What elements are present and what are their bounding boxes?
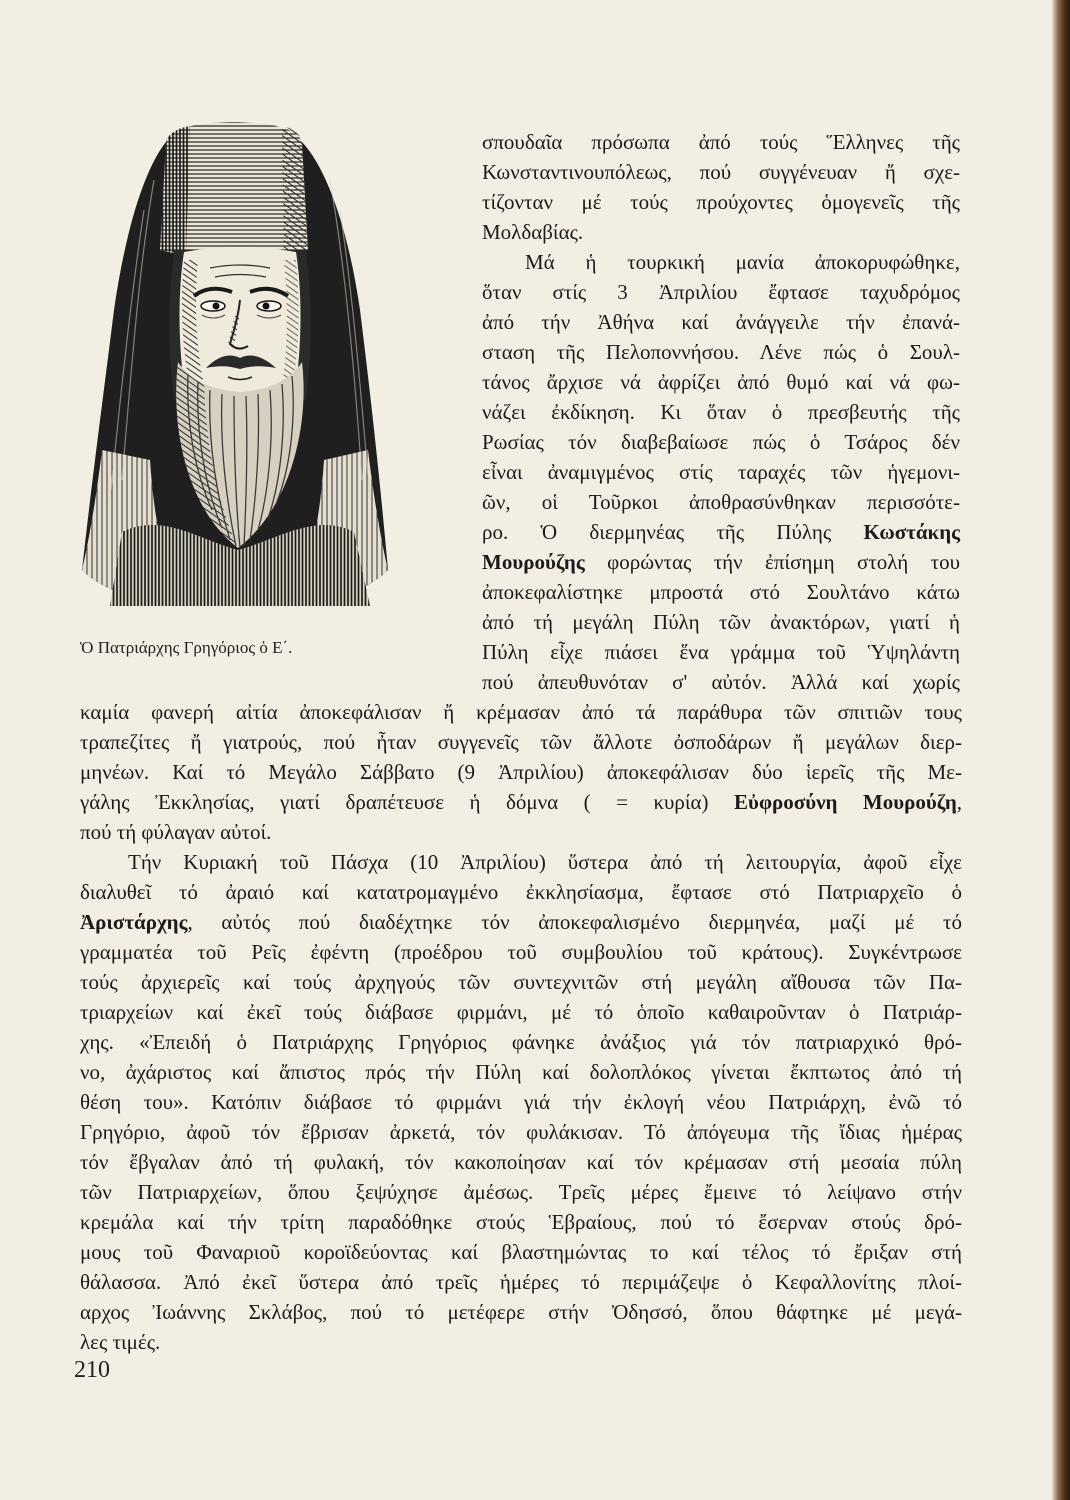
text-line xyxy=(80,757,962,787)
line-text: νάζει ἐκδίκηση. Κι ὅταν ὁ πρεσβευτής τῆς xyxy=(482,400,960,424)
line-text: Πύλη εἶχε πιάσει ἕνα γράμμα τοῦ Ὑψηλάντη xyxy=(482,640,960,664)
text-line xyxy=(482,337,960,367)
text-line xyxy=(80,817,962,847)
text-line xyxy=(80,1177,962,1207)
text-line xyxy=(482,637,960,667)
patriarch-portrait-illustration xyxy=(70,100,400,630)
line-text xyxy=(80,790,962,814)
line-text: σταση τῆς Πελοποννήσου. Λένε πώς ὁ Σουλ- xyxy=(482,340,960,364)
line-text-segment: ρο. Ὁ διερμηνέας τῆς Πύλης xyxy=(482,520,864,544)
text-line xyxy=(80,967,962,997)
bold-name: Μουρούζης xyxy=(482,550,585,574)
line-text: ἀποκεφαλίστηκε μπροστά στό Σουλτάνο κάτω xyxy=(482,580,960,604)
right-text-column xyxy=(482,127,960,697)
text-line xyxy=(482,547,960,577)
line-text: τάνος ἄρχισε νά ἀφρίζει ἀπό θυμό καί νά φω- xyxy=(482,370,960,394)
paragraph-first-line xyxy=(482,247,960,277)
line-text: Γρηγόριο, ἀφοῦ τόν ἔβρισαν ἀρκετά, τόν φυλάκισαν. Τό ἀπόγευμα τῆς ἴδιας ἡμέρας xyxy=(80,1120,962,1144)
text-line xyxy=(482,517,960,547)
text-line xyxy=(80,937,962,967)
line-text-segment: γάλης Ἐκκλησίας, γιατί δραπέτευσε ἡ δόμνα ( = κυρία) xyxy=(80,790,735,814)
text-line xyxy=(482,157,960,187)
line-text xyxy=(80,910,962,934)
text-line xyxy=(80,1327,962,1357)
paragraph-first-line xyxy=(80,847,962,877)
line-text: ὅταν στίς 3 Ἀπριλίου ἔφτασε ταχυδρόμος xyxy=(482,280,960,304)
line-text: γραμματέα τοῦ Ρεῖς ἐφέντη (προέδρου τοῦ συμβουλίου τοῦ κράτους). Συγκέντρωσε xyxy=(80,940,962,964)
bold-name: Κωστάκης xyxy=(863,520,960,544)
text-line xyxy=(80,727,962,757)
line-text: λες τιμές. xyxy=(80,1330,161,1354)
text-line xyxy=(80,697,962,727)
text-line xyxy=(80,1297,962,1327)
line-text: εἶναι ἀναμιγμένος στίς ταραχές τῶν ἡγεμονι- xyxy=(482,460,960,484)
line-text: τραπεζίτες ἤ γιατρούς, πού ἦταν συγγενεῖς τῶν ἄλλοτε ὀσποδάρων ἤ μεγάλων διερ- xyxy=(80,730,962,754)
bold-name: Εὐφροσύνη Μουρούζη xyxy=(734,790,957,814)
line-text-segment: , αὐτός πού διαδέχτηκε τόν ἀποκεφαλισμένο διερμηνέα, μαζί μέ τό xyxy=(187,910,962,934)
text-line xyxy=(482,577,960,607)
line-text: ἀπό τή μεγάλη Πύλη τῶν ἀνακτόρων, γιατί ἡ xyxy=(482,610,960,634)
bold-name: Ἀριστάρχης xyxy=(80,910,188,934)
text-line xyxy=(482,187,960,217)
line-text: νο, ἀχάριστος καί ἄπιστος πρός τήν Πύλη καί δολοπλόκος γίνεται ἔκπτωτος ἀπό τή xyxy=(80,1060,962,1084)
line-text: χης. «Ἐπειδή ὁ Πατριάρχης Γρηγόριος φάνηκε ἀνάξιος γιά τόν πατριαρχικό θρό- xyxy=(80,1030,962,1054)
line-text: Μολδαβίας. xyxy=(482,220,584,244)
line-text: καμία φανερή αἰτία ἀποκεφάλισαν ἤ κρέμασαν ἀπό τά παράθυρα τῶν σπιτιῶν τους xyxy=(80,700,962,724)
text-line xyxy=(80,1267,962,1297)
line-text: Ρωσίας τόν διαβεβαίωσε πώς ὁ Τσάρος δέν xyxy=(482,430,960,454)
body-text xyxy=(80,697,962,1357)
text-line xyxy=(80,1207,962,1237)
line-text: τῶν Πατριαρχείων, ὅπου ξεψύχησε ἀμέσως. Τρεῖς μέρες ἔμεινε τό λείψανο στήν xyxy=(80,1180,962,1204)
text-line xyxy=(482,607,960,637)
text-line xyxy=(482,397,960,427)
text-line xyxy=(80,1237,962,1267)
line-text: Κωνσταντινουπόλεως, πού συγγένευαν ἤ σχε- xyxy=(482,160,960,184)
text-line xyxy=(482,367,960,397)
left-pupil xyxy=(213,303,220,310)
line-text: διαλυθεῖ τό ἀραιό καί κατατρομαγμένο ἐκκλησίασμα, ἔφτασε στό Πατριαρχεῖο ὁ xyxy=(80,880,962,904)
line-text: Τήν Κυριακή τοῦ Πάσχα (10 Ἀπριλίου) ὕστερα ἀπό τή λειτουργία, ἀφοῦ εἶχε xyxy=(128,850,962,874)
text-line xyxy=(482,457,960,487)
line-text: ῶν, οἱ Τοῦρκοι ἀποθρασύνθηκαν περισσότε- xyxy=(482,490,960,514)
line-text: ἀπό τήν Ἀθήνα καί ἀνάγγειλε τήν ἐπανά- xyxy=(482,310,960,334)
line-text: αρχος Ἰωάννης Σκλάβος, πού τό μετέφερε στήν Ὀδησσό, ὅπου θάφτηκε μέ μεγά- xyxy=(80,1300,962,1324)
line-text-segment: φορώντας τήν ἐπίσημη στολή του xyxy=(584,550,960,574)
text-line xyxy=(80,877,962,907)
line-text: τόν ἔβγαλαν ἀπό τή φυλακή, τόν κακοποίησαν καί τόν κρέμασαν στή μεσαία πύλη xyxy=(80,1150,962,1174)
right-pupil xyxy=(263,303,270,310)
line-text xyxy=(482,550,960,574)
text-line xyxy=(80,1117,962,1147)
text-line xyxy=(482,277,960,307)
line-text-segment: , xyxy=(956,790,963,814)
line-text: θάλασσα. Ἀπό ἐκεῖ ὕστερα ἀπό τρεῖς ἡμέρες τό περιμάζεψε ὁ Κεφαλλονίτης πλοί- xyxy=(80,1270,962,1294)
line-text: Μά ἡ τουρκική μανία ἀποκορυφώθηκε, xyxy=(525,250,960,274)
line-text xyxy=(482,520,960,544)
text-line xyxy=(482,487,960,517)
line-text: τούς ἀρχιερεῖς καί τούς ἀρχηγούς τῶν συντεχνιτῶν στή μεγάλη αἴθουσα τῶν Πα- xyxy=(80,970,962,994)
line-text: σπουδαῖα πρόσωπα ἀπό τούς Ἕλληνες τῆς xyxy=(482,130,960,154)
line-text: κρεμάλα καί τήν τρίτη παραδόθηκε στούς Ἑβραίους, πού τό ἔσερναν στούς δρό- xyxy=(80,1210,962,1234)
line-text: πού τή φύλαγαν αὐτοί. xyxy=(80,820,272,844)
page-number: 210 xyxy=(74,1357,110,1383)
text-line xyxy=(80,1027,962,1057)
text-line xyxy=(80,997,962,1027)
line-text: μηνέων. Καί τό Μεγάλο Σάββατο (9 Ἀπριλίου) ἀποκεφάλισαν δύο ἱερεῖς τῆς Με- xyxy=(80,760,962,784)
text-line xyxy=(482,427,960,457)
text-line xyxy=(80,1087,962,1117)
line-text: θέση του». Κατόπιν διάβασε τό φιρμάνι γιά τήν ἐκλογή νέου Πατριάρχη, ἐνῶ τό xyxy=(80,1090,962,1114)
text-line xyxy=(80,787,962,817)
portrait-caption: Ὁ Πατριάρχης Γρηγόριος ὁ Ε΄. xyxy=(80,638,293,657)
line-text: πού ἀπευθυνόταν σ' αὐτόν. Ἀλλά καί χωρίς xyxy=(482,670,960,694)
line-text: τίζονταν μέ τούς προύχοντες ὁμογενεῖς τῆς xyxy=(482,190,960,214)
book-binding-edge xyxy=(1052,0,1070,1500)
text-line xyxy=(482,667,960,697)
line-text: μους τοῦ Φαναριοῦ κοροϊδεύοντας καί βλαστημώντας το καί τέλος τό ἔριξαν στή xyxy=(80,1240,962,1264)
line-text: τριαρχείων καί ἐκεῖ τούς διάβασε φιρμάνι, μέ τό ὁποῖο καθαιροῦνταν ὁ Πατριάρ- xyxy=(80,1000,962,1024)
text-line xyxy=(80,1147,962,1177)
text-line xyxy=(482,217,960,247)
text-line xyxy=(482,307,960,337)
text-line xyxy=(80,907,962,937)
text-line xyxy=(482,127,960,157)
text-line xyxy=(80,1057,962,1087)
